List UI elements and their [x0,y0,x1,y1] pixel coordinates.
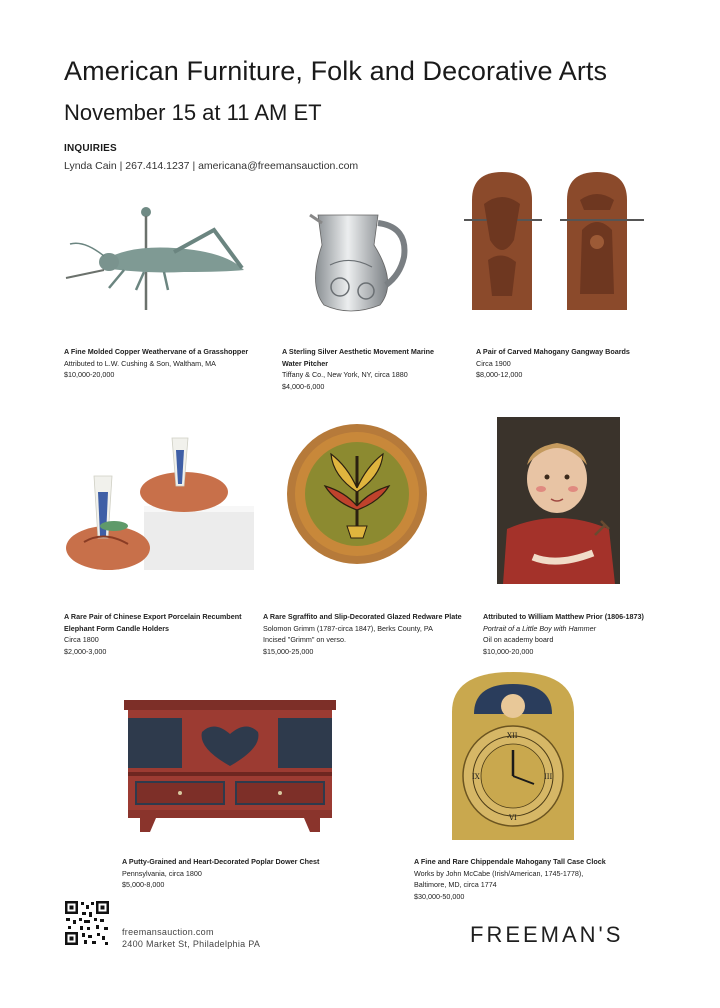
footer-website-link[interactable]: freemansauction.com [122,927,214,937]
lot-caption-tall-case-clock: A Fine and Rare Chippendale Mahogany Tall Case Clock Works by John McCabe (Irish/American, 1745-1778), Baltimore, MD, circa 1774 $30,000-50,000 [414,857,606,901]
svg-text:XII: XII [507,732,518,740]
freemans-logo: FREEMAN'S [470,922,624,947]
lot-caption-dower-chest: A Putty-Grained and Heart-Decorated Poplar Dower Chest Pennsylvania, circa 1800 $5,000-8,000 [122,857,320,889]
tall-case-clock-photo [452,672,574,840]
svg-text:III: III [544,773,553,781]
lot-caption-grasshopper: A Fine Molded Copper Weathervane of a Grasshopper Attributed to L.W. Cushing & Son, Waltham, MA $10,000-20,000 [64,347,249,379]
gangway-boards-photo [462,170,647,320]
lot-caption-redware-plate: A Rare Sgraffito and Slip-Decorated Glazed Redware Plate Solomon Grimm (1787-circa 1847), Berks County, PA Incised "Grimm" on verso. $15,000-25,000 [263,612,462,656]
inquiries-heading: INQUIRIES [64,143,117,154]
qr-code-icon [64,900,110,946]
lot-caption-candle-holders: A Rare Pair of Chinese Export Porcelain Recumbent Elephant Form Candle Holders Circa 1800 $2,000-3,000 [64,612,242,656]
lot-caption-gangway: A Pair of Carved Mahogany Gangway Boards Circa 1900 $8,000-12,000 [476,347,630,379]
inquiries-contact: Lynda Cain | 267.414.1237 | americana@freemansauction.com [64,160,359,172]
silver-pitcher-photo [300,205,415,320]
elephant-candle-holders-photo [64,430,259,590]
dower-chest-photo [124,700,336,835]
svg-text:VI: VI [509,814,517,822]
lot-caption-pitcher: A Sterling Silver Aesthetic Movement Marine Water Pitcher Tiffany & Co., New York, NY, circa 1880 $4,000-6,000 [282,347,435,391]
portrait-little-boy-photo [497,417,620,584]
footer-address: 2400 Market St, Philadelphia PA [122,939,261,949]
lot-caption-portrait: Attributed to William Matthew Prior (1806-1873) Portrait of a Little Boy with Hammer Oil on academy board $10,000-20,000 [483,612,644,656]
sale-date: November 15 at 11 AM ET [64,100,322,125]
redware-plate-photo [285,422,430,567]
page-title: American Furniture, Folk and Decorative Arts [64,56,608,86]
svg-text:IX: IX [472,773,480,781]
grasshopper-weathervane-photo [64,200,254,320]
